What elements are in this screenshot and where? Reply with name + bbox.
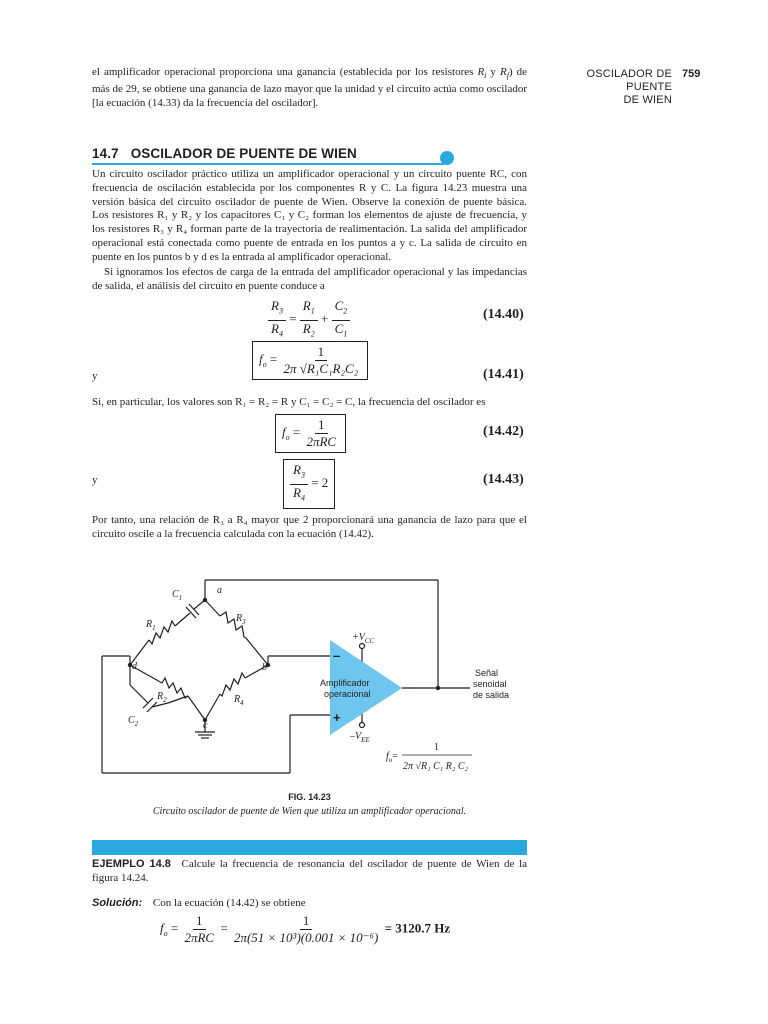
equation-14-41: $f_o$ = $\frac{1}{\text{2π √R₁C₁R₂C₂}}$ (252, 341, 368, 380)
sol-num-2: 1 (300, 913, 313, 930)
label-c: c (203, 720, 208, 731)
section-title: OSCILADOR DE PUENTE DE WIEN (130, 146, 357, 161)
label-minus: – (333, 648, 341, 663)
label-b: b (262, 662, 267, 673)
vcc-terminal (360, 644, 365, 649)
intro-text-b: y (486, 66, 500, 78)
fig-formula-num: 1 (434, 742, 439, 753)
label-r2: $R_2$ (157, 691, 167, 704)
label-plus: + (333, 710, 341, 725)
section-heading (92, 145, 452, 165)
eq2-numerator: 1 (315, 344, 328, 361)
body-paragraph-4: Por tanto, una relación de R₃ a R₄ mayor que 2 proporcionará una ganancia de lazo para que el circuito oscile a la frecuencia calculada con la ecuación (14.42). (92, 514, 527, 540)
r4-resistor (220, 673, 245, 696)
running-head-line2: DE WIEN (623, 94, 672, 106)
section-dot (440, 151, 454, 165)
sol-result: = 3120.7 Hz (384, 920, 451, 936)
sol-fo-sub: o (163, 929, 168, 939)
output-label-1: Señal (475, 668, 499, 678)
ri-sub: i (484, 71, 487, 81)
running-head-line1: OSCILADOR DE PUENTE (586, 68, 672, 93)
eq3-numerator: 1 (315, 417, 328, 434)
example-statement (92, 858, 527, 886)
rf-sub: f (506, 71, 509, 81)
body-paragraph-3: Si, en particular, los valores son R₁ = R₂ = R y C₁ = C₂ = C, la frecuencia del oscilador es (92, 396, 486, 408)
figure-caption: Circuito oscilador de puente de Wien que utiliza un amplificador operacional. (152, 806, 467, 817)
label-vcc: $+V_{CC}$ (352, 632, 375, 645)
example-label: EJEMPLO 14.8 (92, 858, 171, 870)
label-c2: $C_2$ (128, 715, 139, 728)
label-r3: $R_3$ (236, 613, 246, 626)
eq2-denominator: 2π √R₁C₁R₂C₂ (283, 361, 359, 376)
page-number: 759 (682, 68, 701, 80)
equation-14-43: $\frac{R_3}{R_4}$ = 2 (283, 459, 335, 509)
eq3-fo: f (282, 424, 286, 440)
wire-r4-c (205, 694, 220, 720)
section-rule (92, 163, 444, 165)
body-paragraph-1: Un circuito oscilador práctico utiliza un amplificador operacional y un circuito puente RC, con frecuencia de oscilación establecida por los componentes R y C. La figura 14.23 muestra una versión básica del circuito oscilador de puente de Wien. Observe la conexión de puente básica. Los resistores R₁ y R₂ y los capacitores C₁ y C₂ forman los elementos de ajuste de frecuencia, y los resistores R₃ y R₄ forman parte de la trayectoria de realimentación. La salida del amplificador operacional está conectada como puente de entrada en los puntos a y c. La salida de circuito en puente en los puntos b y d es la entrada al amplificador operacional. (92, 168, 527, 263)
equation-number-14-40: (14.40) (483, 307, 524, 322)
rf-symbol: R (499, 66, 507, 78)
ri-symbol: R (477, 66, 485, 78)
eq3-fo-sub: o (285, 433, 290, 443)
body-paragraph-2: Si ignoramos los efectos de carga de la entrada del amplificador operacional y las impedancias de salida, el análisis del circuito en puente conduce a (92, 266, 527, 292)
label-r1: $R_1$ (146, 619, 156, 632)
wire-r2-c (188, 696, 205, 720)
label-d: d (132, 661, 137, 672)
conjunction-y-2: y (92, 474, 98, 486)
amp-label-1: Amplificador (320, 678, 370, 688)
figure-number: FIG. 14.23 (288, 792, 331, 802)
output-label-2: senoidal (473, 679, 507, 689)
output-label-3: de salida (473, 690, 510, 700)
example-text: Calcule la frecuencia de resonancia del oscilador de puente de Wien de la figura 14.24. (92, 858, 527, 884)
label-r4: $R_4$ (234, 694, 244, 707)
solution-label: Solución: (92, 897, 143, 909)
solution-equation: $f_o$ = $\frac{1}{\text{2πRC}}$ = $\frac{1}{\text{2π(51 × 10³)(0.001 × 10⁻⁶)}}$ = 3120.7 Hz (160, 913, 451, 945)
sol-den-2: 2π(51 × 10³)(0.001 × 10⁻⁶) (233, 930, 379, 945)
intro-text-c: ) de más de 29, se obtiene una ganancia de lazo mayor que la unidad y el circuito actúa como oscilador [la ecuación (14.33) da la frecuencia del oscilador]. (92, 66, 528, 109)
r2-resistor (162, 678, 188, 698)
sol-num-1: 1 (193, 913, 206, 930)
eq2-fo-sub: o (262, 360, 267, 370)
wire-c1-r1 (175, 613, 190, 626)
conjunction-y-1: y (92, 370, 98, 382)
equation-number-14-41: (14.41) (483, 367, 524, 382)
fig-formula-fo: $f_o=$ (386, 751, 398, 764)
label-c1: $C_1$ (172, 589, 183, 602)
solution-line (92, 897, 527, 911)
node-output (436, 686, 440, 690)
wien-bridge-figure (90, 560, 530, 790)
eq3-denominator: 2πRC (306, 434, 337, 449)
solution-text: Con la ecuación (14.42) se obtiene (152, 897, 306, 909)
running-head (540, 68, 672, 107)
label-a: a (217, 585, 222, 596)
equation-14-42: $f_o$ = $\frac{1}{\text{2πRC}}$ (275, 414, 346, 453)
equation-number-14-42: (14.42) (483, 424, 524, 439)
example-bar (92, 840, 527, 855)
amp-label-2: operacional (324, 689, 371, 699)
sol-den-1: 2πRC (184, 930, 215, 945)
eq2-fo: f (259, 351, 263, 367)
fig-formula-den: 2π √R₁ C₁ R₂ C₂ (403, 761, 468, 772)
wire-r3-b (246, 638, 268, 665)
vee-terminal (360, 723, 365, 728)
sol-fo: f (160, 920, 164, 936)
intro-text-a: el amplificador operacional proporciona una ganancia (establecida por los resistores (92, 66, 478, 78)
wire-a-r3 (205, 600, 220, 616)
eq4-value: 2 (321, 475, 329, 491)
section-number: 14.7 (92, 146, 119, 161)
node-a (203, 598, 207, 602)
wire-d-c2 (130, 685, 148, 703)
intro-paragraph (92, 66, 527, 111)
equation-14-40: $\frac{R_3}{R_4}$ = $\frac{R_1}{R_2}$ + $\frac{C_2}{C_1}$ (268, 298, 350, 342)
label-vee: $-V_{EE}$ (350, 731, 370, 744)
equation-number-14-43: (14.43) (483, 472, 524, 487)
